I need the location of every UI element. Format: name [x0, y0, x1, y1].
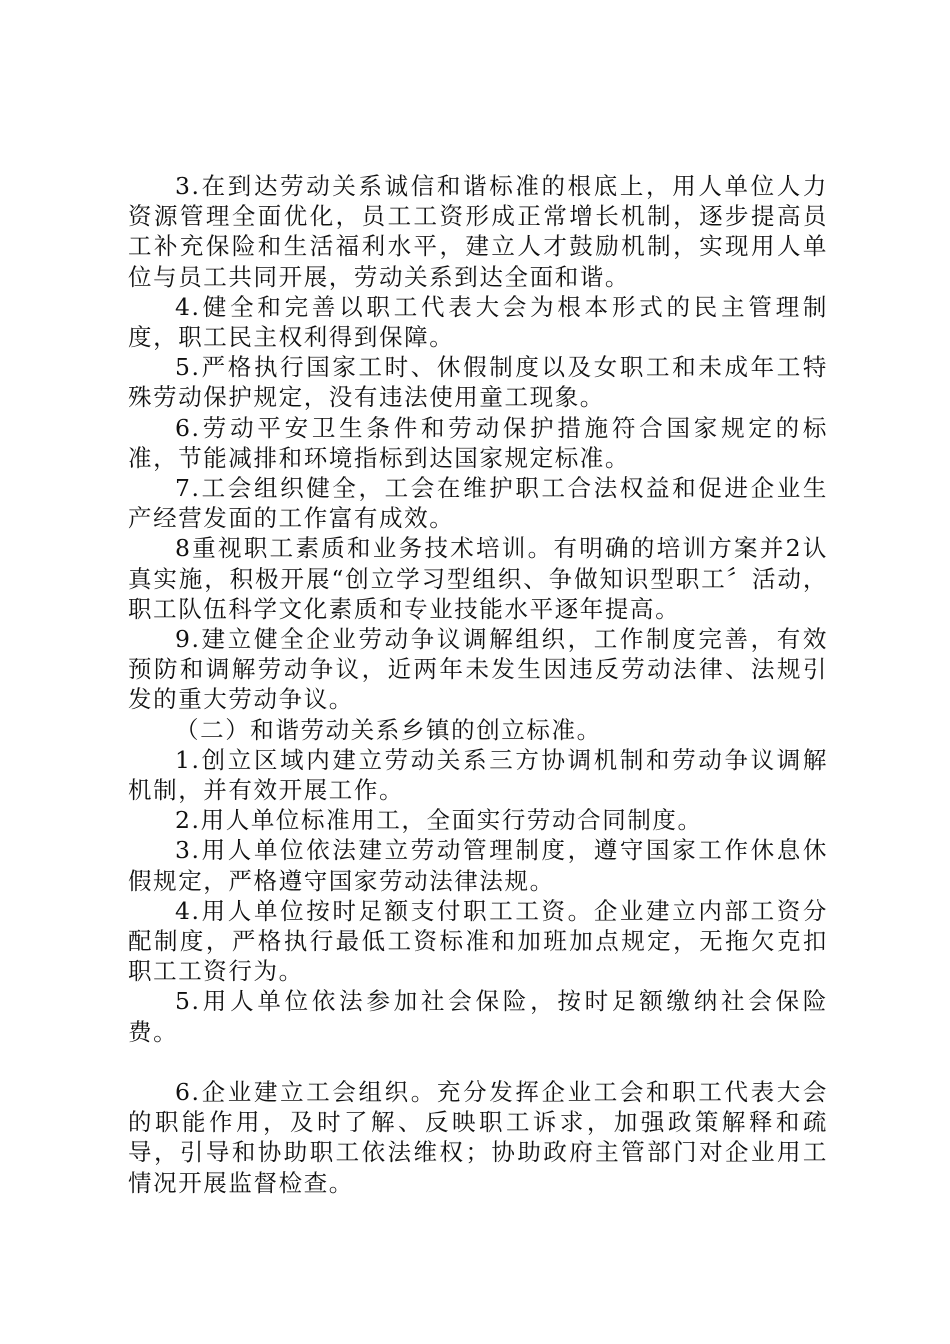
- section-heading: （二）和谐劳动关系乡镇的创立标准。: [175, 715, 602, 744]
- paragraph: 8重视职工素质和业务技术培训。有明确的培训方案并2认真实施，积极开展“创立学习型组织、争做知识型职工〞活动，职工队伍科学文化素质和专业技能水平逐年提高。: [128, 534, 828, 623]
- document-body: [128, 171, 828, 1198]
- paragraph: 9.建立健全企业劳动争议调解组织，工作制度完善，有效预防和调解劳动争议，近两年未发生因违反劳动法律、法规引发的重大劳动争议。: [128, 625, 828, 714]
- paragraph: 5.严格执行国家工时、休假制度以及女职工和未成年工特殊劳动保护规定，没有违法使用童工现象。: [128, 353, 828, 412]
- paragraph: 2.用人单位标准用工，全面实行劳动合同制度。: [175, 806, 703, 835]
- paragraph: 1.创立区域内建立劳动关系三方协调机制和劳动争议调解机制，并有效开展工作。: [128, 745, 828, 805]
- paragraph: 6.企业建立工会组织。充分发挥企业工会和职工代表大会的职能作用，及时了解、反映职工诉求，加强政策解释和疏导，引导和协助职工依法维权；协助政府主管部门对企业用工情况开展监督检查。: [128, 1077, 828, 1197]
- paragraph: 7.工会组织健全，工会在维护职工合法权益和促进企业生产经营发面的工作富有成效。: [128, 474, 828, 533]
- paragraph: 6.劳动平安卫生条件和劳动保护措施符合国家规定的标准，节能减排和环境指标到达国家规定标准。: [128, 413, 828, 472]
- paragraph: 3.用人单位依法建立劳动管理制度，遵守国家工作休息休假规定，严格遵守国家劳动法律法规。: [128, 836, 828, 895]
- paragraph: 3.在到达劳动关系诚信和谐标准的根底上，用人单位人力资源管理全面优化，员工工资形成正常增长机制，逐步提高员工补充保险和生活福利水平，建立人才鼓励机制，实现用人单位与员工共同开展，劳动关系到达全面和谐。: [128, 172, 828, 291]
- paragraph: 4.健全和完善以职工代表大会为根本形式的民主管理制度，职工民主权利得到保障。: [128, 292, 828, 352]
- paragraph: 4.用人单位按时足额支付职工工资。企业建立内部工资分配制度，严格执行最低工资标准和加班加点规定，无拖欠克扣职工工资行为。: [128, 896, 828, 986]
- paragraph: 5.用人单位依法参加社会保险，按时足额缴纳社会保险费。: [128, 987, 828, 1046]
